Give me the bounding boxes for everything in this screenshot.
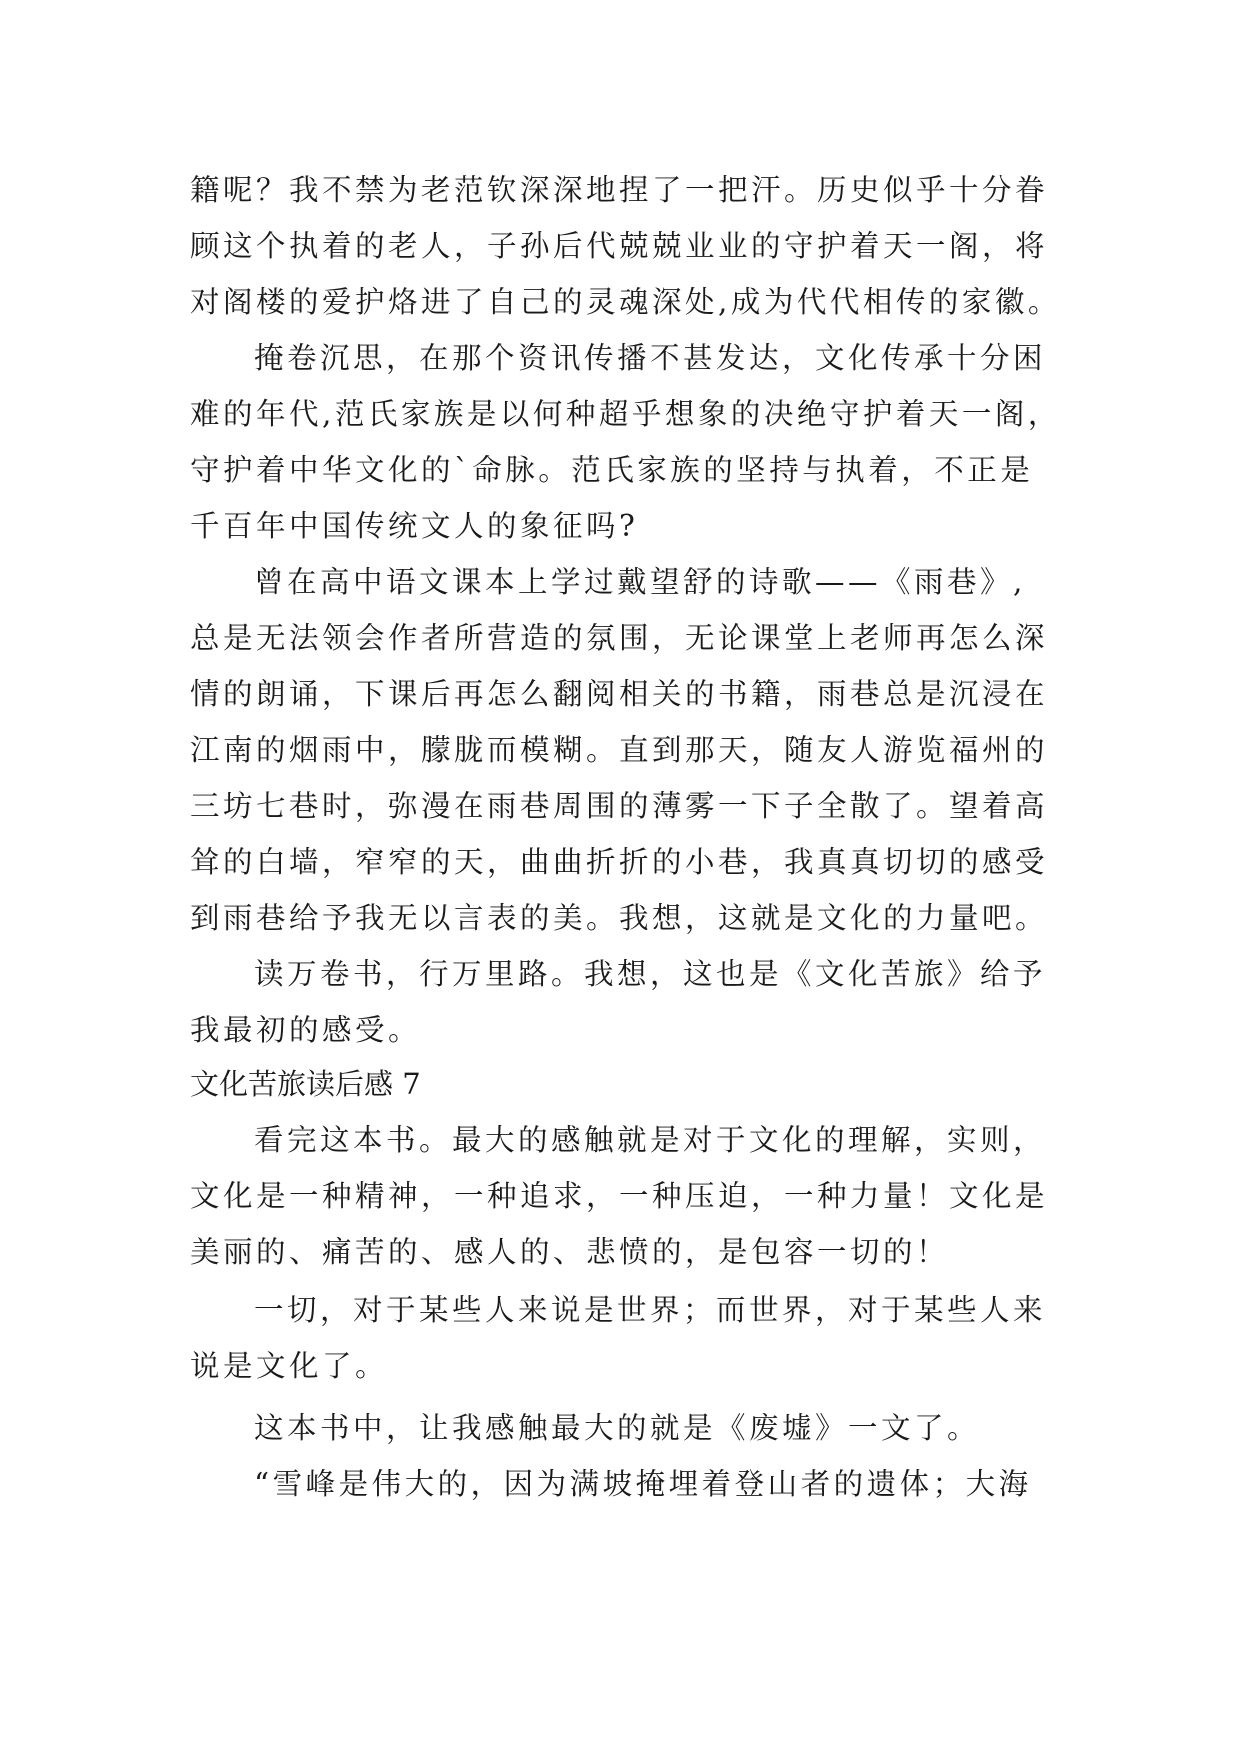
paragraph-line: 掩卷沉思，在那个资讯传播不甚发达，文化传承十分困: [254, 341, 1047, 375]
section-heading: 文化苦旅读后感 7: [190, 1067, 421, 1101]
paragraph-line: 顾这个执着的老人，子孙后代兢兢业业的守护着天一阁，将: [190, 229, 1049, 263]
paragraph-line: 总是无法领会作者所营造的氛围，无论课堂上老师再怎么深: [190, 621, 1049, 655]
paragraph-line: 读万卷书，行万里路。我想，这也是《文化苦旅》给予: [254, 957, 1047, 991]
paragraph-line: 曾在高中语文课本上学过戴望舒的诗歌——《雨巷》,: [254, 565, 1026, 599]
paragraph-line: 耸的白墙，窄窄的天，曲曲折折的小巷，我真真切切的感受: [190, 845, 1049, 879]
paragraph-line: 籍呢？我不禁为老范钦深深地捏了一把汗。历史似乎十分眷: [190, 173, 1049, 207]
paragraph-line: 这本书中，让我感触最大的就是《废墟》一文了。: [254, 1411, 981, 1445]
paragraph-line: 情的朗诵，下课后再怎么翻阅相关的书籍，雨巷总是沉浸在: [190, 677, 1049, 711]
paragraph-line: 江南的烟雨中，朦胧而模糊。直到那天，随友人游览福州的: [190, 733, 1049, 767]
paragraph-line: 守护着中华文化的`命脉。范氏家族的坚持与执着，不正是: [190, 453, 1034, 487]
paragraph-line: 三坊七巷时，弥漫在雨巷周围的薄雾一下子全散了。望着高: [190, 789, 1049, 823]
paragraph-line: 到雨巷给予我无以言表的美。我想，这就是文化的力量吧。: [190, 901, 1049, 935]
paragraph-line: 看完这本书。最大的感触就是对于文化的理解，实则，: [254, 1123, 1047, 1157]
paragraph-line: 千百年中国传统文人的象征吗?: [190, 509, 639, 543]
paragraph-line: 难的年代,范氏家族是以何种超乎想象的决绝守护着天一阁，: [190, 397, 1061, 431]
paragraph-line: 说是文化了。: [190, 1349, 389, 1383]
paragraph-line: 美丽的、痛苦的、感人的、悲愤的，是包容一切的！: [190, 1235, 950, 1269]
quote-line: “雪峰是伟大的，因为满坡掩埋着登山者的遗体；大海: [254, 1467, 1032, 1501]
paragraph-line: 一切，对于某些人来说是世界；而世界，对于某些人来: [254, 1293, 1047, 1327]
paragraph-line: 对阁楼的爱护烙进了自己的灵魂深处,成为代代相传的家徽。: [190, 285, 1061, 319]
paragraph-line: 我最初的感受。: [190, 1013, 422, 1047]
paragraph-line: 文化是一种精神，一种追求，一种压迫，一种力量！文化是: [190, 1179, 1049, 1213]
